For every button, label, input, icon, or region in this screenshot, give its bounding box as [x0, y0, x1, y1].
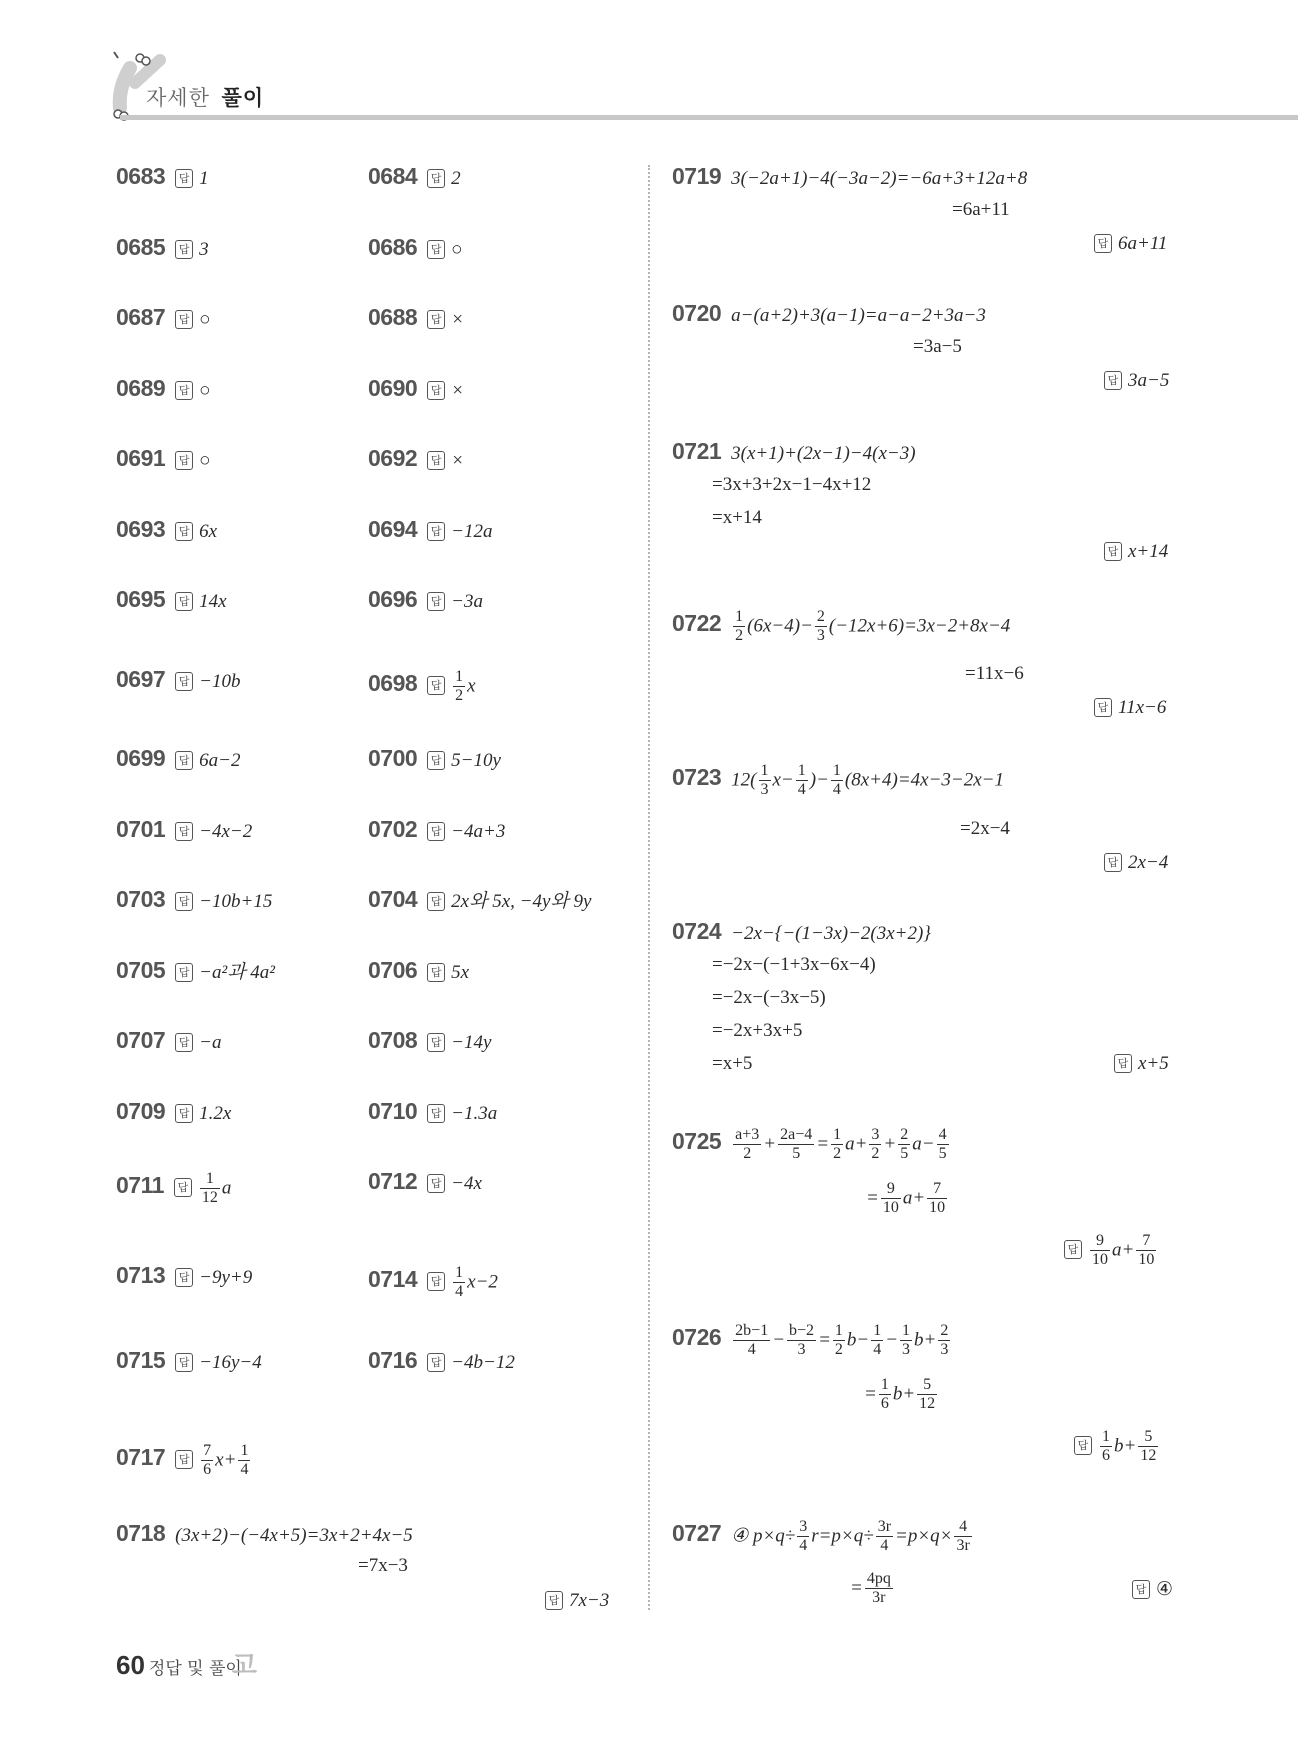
- problem-0691: [116, 447, 211, 470]
- problem-0706: [368, 959, 469, 982]
- problem-number: 0693: [116, 516, 166, 542]
- problem-number: 0685: [116, 234, 166, 260]
- answer-mark-icon: 답: [427, 751, 445, 770]
- answer-0721: 답 x+14: [1104, 541, 1168, 563]
- page-footer: [116, 1645, 257, 1682]
- solution-line-1: −2x−{−(1−3x)−2(3x+2)}: [731, 923, 931, 944]
- answer-value: 5x: [451, 962, 470, 983]
- fraction: $\frac{1}{2}$: [735, 608, 744, 645]
- problem-0714: [368, 1264, 498, 1302]
- fraction: $\frac{4pq}{3r}$: [866, 1570, 891, 1607]
- problem-0692: [368, 447, 464, 470]
- answer-mark-icon: 답: [427, 381, 445, 400]
- problem-number: 0707: [116, 1027, 166, 1053]
- problem-0727: 0727 ④ p×q÷ $\frac{3}{4}$ r=p×q÷ $\frac{3r}{4}$ =p×q× $\frac{4}{3r}$: [672, 1518, 970, 1555]
- answer-mark-icon: 답: [1094, 234, 1112, 253]
- problem-number: 0694: [368, 516, 418, 542]
- problem-number: 0698: [368, 670, 418, 697]
- fraction: $\frac{2a-4}{5}$: [780, 1126, 813, 1163]
- problem-0683: [116, 165, 209, 188]
- problem-number: 0697: [116, 666, 166, 692]
- answer-value: −12a: [451, 521, 493, 542]
- problem-number: 0727: [672, 1520, 722, 1547]
- header-title-a: 자세한: [146, 86, 210, 110]
- solution-line-4: =−2x+3x+5: [712, 1020, 803, 1041]
- answer-mark-icon: 답: [175, 1353, 193, 1372]
- fraction: $\frac{a+3}{2}$: [735, 1126, 760, 1163]
- column-divider: [648, 165, 650, 1610]
- page-number: 60: [116, 1650, 145, 1680]
- fraction: $\frac{1}{6}$: [1102, 1428, 1110, 1465]
- solution-line-2: = $\frac{4pq}{3r}$: [850, 1570, 891, 1607]
- problem-0695: [116, 588, 227, 611]
- answer-0724: 답 x+5: [1114, 1053, 1169, 1075]
- problem-number: 0709: [116, 1098, 166, 1124]
- problem-0701: [116, 818, 252, 841]
- fraction: $\frac{1}{12}$: [201, 1170, 218, 1207]
- answer-mark-icon: 답: [174, 1178, 192, 1197]
- solution-line-2: =11x−6: [965, 663, 1024, 684]
- fraction: $\frac{1}{4}$: [797, 762, 806, 799]
- answer-value: 1.2x: [199, 1103, 232, 1124]
- fraction: $\frac{4}{5}$: [938, 1126, 947, 1163]
- answer-mark-icon: 답: [1064, 1240, 1082, 1259]
- solution-line-3: =x+14: [712, 507, 762, 528]
- answer-value: ×: [451, 450, 464, 471]
- answer-0722: 답 11x−6: [1094, 697, 1166, 719]
- answer-mark-icon: 답: [427, 240, 445, 259]
- answer-mark-icon: 답: [427, 169, 445, 188]
- answer-value: −a: [199, 1032, 222, 1053]
- solution-line-2: =−2x−(−1+3x−6x−4): [712, 954, 876, 975]
- fraction: $\frac{9}{10}$: [882, 1180, 899, 1217]
- problem-number: 0700: [368, 745, 418, 771]
- answer-0726: 답 $\frac{1}{6}$ b+ $\frac{5}{12}$: [1074, 1428, 1160, 1466]
- problem-0686: [368, 236, 463, 259]
- solution-line-2: = $\frac{9}{10}$ a+ $\frac{7}{10}$: [866, 1180, 946, 1217]
- solution-line-1: 3(x+1)+(2x−1)−4(x−3): [731, 443, 916, 464]
- solution-line-2: = $\frac{1}{6}$ b+ $\frac{5}{12}$: [864, 1376, 936, 1413]
- problem-0719: [672, 165, 1027, 188]
- answer-0723: 답 2x−4: [1104, 852, 1168, 874]
- answer-value: x: [467, 675, 476, 697]
- answer-mark-icon: 답: [175, 892, 193, 911]
- problem-0708: [368, 1029, 491, 1052]
- problem-number: 0684: [368, 163, 418, 189]
- fraction: $\frac{5}{12}$: [1140, 1428, 1157, 1465]
- problem-number: 0692: [368, 445, 418, 471]
- answer-value: a: [221, 1177, 232, 1199]
- header-title-b: 풀이: [221, 86, 265, 110]
- answer-mark-icon: 답: [175, 381, 193, 400]
- answer-mark-icon: 답: [427, 963, 445, 982]
- answer-value: 6x: [199, 521, 218, 542]
- problem-0717: [116, 1442, 252, 1480]
- problem-number: 0683: [116, 163, 166, 189]
- answer-mark-icon: 답: [1104, 542, 1122, 561]
- fraction: $\frac{1}{2}$: [834, 1322, 843, 1359]
- fraction: $\frac{9}{10}$: [1092, 1232, 1108, 1269]
- problem-0703: [116, 888, 272, 911]
- answer-value: ○: [199, 450, 211, 471]
- fraction: $\frac{3}{4}$: [799, 1518, 808, 1555]
- answer-value: −16y−4: [199, 1352, 262, 1373]
- problem-number: 0686: [368, 234, 418, 260]
- answer-mark-icon: 답: [175, 1450, 193, 1469]
- fraction: $\frac{1}{4}$: [240, 1442, 249, 1479]
- problem-0704: [368, 888, 591, 911]
- problem-number: 0715: [116, 1347, 166, 1373]
- answer-mark-icon: 답: [175, 169, 193, 188]
- answer-mark-icon: 답: [427, 676, 445, 695]
- problem-number: 0720: [672, 300, 722, 326]
- problem-number: 0708: [368, 1027, 418, 1053]
- answer-mark-icon: 답: [175, 1268, 193, 1287]
- problem-number: 0719: [672, 163, 722, 189]
- answer-value: 5−10y: [451, 750, 501, 771]
- header-rule: [120, 115, 1298, 120]
- problem-number: 0701: [116, 816, 166, 842]
- answer-mark-icon: 답: [175, 1104, 193, 1123]
- solution-line-1: a−(a+2)+3(a−1)=a−a−2+3a−3: [731, 305, 986, 326]
- problem-number: 0703: [116, 886, 166, 912]
- problem-number: 0704: [368, 886, 418, 912]
- answer-value: −4b−12: [451, 1352, 515, 1373]
- answer-value: x−2: [467, 1271, 498, 1293]
- answer-value: ○: [451, 239, 463, 260]
- answer-mark-icon: 답: [175, 822, 193, 841]
- answer-value: ○: [199, 309, 211, 330]
- answer-0720: 답 3a−5: [1104, 370, 1169, 392]
- problem-0715: [116, 1349, 262, 1372]
- fraction: $\frac{1}{2}$: [833, 1126, 842, 1163]
- problem-number: 0691: [116, 445, 166, 471]
- fraction: $\frac{2}{3}$: [816, 608, 825, 645]
- problem-0716: [368, 1349, 515, 1372]
- problem-0711: [116, 1170, 231, 1208]
- problem-0688: [368, 306, 464, 329]
- problem-number: 0718: [116, 1520, 166, 1546]
- answer-mark-icon: 답: [427, 522, 445, 541]
- problem-0709: [116, 1100, 231, 1123]
- fraction: $\frac{3}{2}$: [871, 1126, 880, 1163]
- problem-0723: 0723 12( $\frac{1}{3}$ x− $\frac{1}{4}$ )− $\frac{1}{4}$ (8x+4)=4x−3−2x−1: [672, 762, 1004, 799]
- answer-mark-icon: 답: [427, 892, 445, 911]
- header-title: [146, 82, 264, 112]
- solution-line-2: =2x−4: [960, 818, 1010, 839]
- problem-0721: [672, 440, 916, 463]
- problem-0698: [368, 668, 476, 706]
- answer-value: 2x와 5x, −4y와 9y: [451, 891, 592, 912]
- problem-0720: [672, 302, 986, 325]
- problem-0699: [116, 747, 241, 770]
- answer-mark-icon: 답: [175, 1033, 193, 1052]
- answer-mark-icon: 답: [545, 1591, 563, 1610]
- answer-mark-icon: 답: [175, 751, 193, 770]
- answer-0719: 답 6a+11: [1094, 233, 1167, 255]
- answer-value: 3: [199, 239, 209, 260]
- solution-line-3: =−2x−(−3x−5): [712, 987, 826, 1008]
- answer-value: −1.3a: [451, 1103, 498, 1124]
- answer-mark-icon: 답: [1094, 698, 1112, 717]
- fraction: $\frac{1}{6}$: [880, 1376, 889, 1413]
- fraction: $\frac{3r}{4}$: [877, 1518, 892, 1555]
- answer-mark-icon: 답: [427, 822, 445, 841]
- fraction: $\frac{7}{10}$: [1138, 1232, 1155, 1269]
- problem-number: 0702: [368, 816, 418, 842]
- problem-number: 0695: [116, 586, 166, 612]
- answer-value: ×: [451, 380, 464, 401]
- problem-number: 0722: [672, 610, 722, 637]
- answer-mark-icon: 답: [427, 1174, 445, 1193]
- answer-value: 6a−2: [199, 750, 241, 771]
- problem-0700: [368, 747, 501, 770]
- answer-mark-icon: 답: [1132, 1580, 1150, 1599]
- answer-mark-icon: 답: [1114, 1054, 1132, 1073]
- fraction: $\frac{1}{4}$: [873, 1322, 882, 1359]
- answer-mark-icon: 답: [1104, 853, 1122, 872]
- problem-number: 0723: [672, 764, 722, 791]
- answer-mark-icon: 답: [175, 240, 193, 259]
- problem-number: 0724: [672, 918, 722, 944]
- answer-value: 2: [451, 168, 461, 189]
- fraction: $\frac{1}{2}$: [455, 668, 464, 705]
- answer-mark-icon: 답: [1074, 1436, 1092, 1455]
- fraction: $\frac{1}{3}$: [760, 762, 769, 799]
- problem-0685: [116, 236, 209, 259]
- answer-value: −4x−2: [199, 821, 253, 842]
- problem-0697: [116, 668, 241, 691]
- problem-number: 0687: [116, 304, 166, 330]
- answer-value: −14y: [451, 1032, 492, 1053]
- solution-line-2: =7x−3: [358, 1555, 408, 1576]
- solution-line-1: (3x+2)−(−4x+5)=3x+2+4x−5: [175, 1525, 413, 1546]
- problem-number: 0714: [368, 1266, 418, 1293]
- problem-0707: [116, 1029, 222, 1052]
- problem-number: 0706: [368, 957, 418, 983]
- problem-number: 0717: [116, 1444, 166, 1471]
- problem-0694: [368, 518, 493, 541]
- answer-value: ×: [451, 309, 464, 330]
- problem-0687: [116, 306, 211, 329]
- problem-number: 0690: [368, 375, 418, 401]
- problem-0705: [116, 959, 275, 982]
- answer-mark-icon: 답: [427, 1033, 445, 1052]
- answer-mark-icon: 답: [427, 1104, 445, 1123]
- problem-number: 0725: [672, 1128, 722, 1155]
- solution-line-2: =3x+3+2x−1−4x+12: [712, 474, 872, 495]
- problem-number: 0688: [368, 304, 418, 330]
- answer-value: −9y+9: [199, 1267, 253, 1288]
- answer-0725: 답 $\frac{9}{10}$ a+ $\frac{7}{10}$: [1064, 1232, 1158, 1270]
- answer-mark-icon: 답: [175, 963, 193, 982]
- expr: x+: [215, 1449, 237, 1471]
- footer-text: 정답 및 풀이: [148, 1659, 242, 1679]
- solution-line-1: 3(−2a+1)−4(−3a−2)=−6a+3+12a+8: [731, 168, 1028, 189]
- problem-number: 0726: [672, 1324, 722, 1351]
- problem-number: 0713: [116, 1262, 166, 1288]
- problem-number: 0696: [368, 586, 418, 612]
- problem-number: 0711: [116, 1172, 164, 1199]
- answer-0727: 답 ④: [1132, 1580, 1173, 1599]
- problem-number: 0716: [368, 1347, 418, 1373]
- solution-line-2: =3a−5: [913, 336, 962, 357]
- answer-value: −4a+3: [451, 821, 506, 842]
- problem-number: 0710: [368, 1098, 418, 1124]
- fraction: $\frac{7}{10}$: [929, 1180, 946, 1217]
- problem-number: 0721: [672, 438, 722, 464]
- answer-0718: 답 7x−3: [545, 1590, 609, 1612]
- fraction: $\frac{2}{3}$: [940, 1322, 949, 1359]
- solution-line-2: =6a+11: [952, 199, 1010, 220]
- problem-0725: 0725 $\frac{a+3}{2}$ + $\frac{2a-4}{5}$ = $\frac{1}{2}$ a+ $\frac{3}{2}$ + $\frac{2}{5}$ a− $\frac{4}{5}$: [672, 1126, 947, 1163]
- problem-number: 0689: [116, 375, 166, 401]
- answer-value: −4x: [451, 1173, 482, 1194]
- answer-mark-icon: 답: [175, 310, 193, 329]
- answer-mark-icon: 답: [175, 592, 193, 611]
- problem-0718: [116, 1522, 413, 1545]
- fraction: $\frac{b-2}{3}$: [789, 1322, 815, 1359]
- answer-mark-icon: 답: [427, 1272, 445, 1291]
- answer-mark-icon: 답: [427, 1353, 445, 1372]
- problem-0712: [368, 1170, 482, 1193]
- answer-mark-icon: 답: [427, 310, 445, 329]
- problem-0696: [368, 588, 483, 611]
- fraction: $\frac{5}{12}$: [919, 1376, 936, 1413]
- problem-0724: [672, 920, 931, 943]
- answer-mark-icon: 답: [427, 451, 445, 470]
- answer-value: 1: [199, 168, 209, 189]
- problem-number: 0699: [116, 745, 166, 771]
- answer-mark-icon: 답: [175, 451, 193, 470]
- answer-mark-icon: 답: [1104, 371, 1122, 390]
- fraction: $\frac{1}{3}$: [902, 1322, 911, 1359]
- fraction: $\frac{7}{6}$: [203, 1442, 212, 1479]
- answer-value: ○: [199, 380, 211, 401]
- solution-line-5: =x+5: [712, 1053, 753, 1074]
- footer-watermark: 고: [231, 1651, 257, 1681]
- fraction: $\frac{1}{4}$: [832, 762, 841, 799]
- problem-number: 0705: [116, 957, 166, 983]
- answer-value: −3a: [451, 591, 483, 612]
- fraction: $\frac{4}{3r}$: [956, 1518, 970, 1555]
- problem-0722: 0722 $\frac{1}{2}$ (6x−4)− $\frac{2}{3}$ (−12x+6)=3x−2+8x−4: [672, 608, 1011, 645]
- answer-mark-icon: 답: [427, 592, 445, 611]
- problem-0702: [368, 818, 505, 841]
- problem-0693: [116, 518, 217, 541]
- problem-0684: [368, 165, 461, 188]
- fraction: $\frac{2b-1}{4}$: [735, 1322, 769, 1359]
- answer-mark-icon: 답: [175, 672, 193, 691]
- problem-0710: [368, 1100, 497, 1123]
- problem-0689: [116, 377, 211, 400]
- problem-0726: 0726 $\frac{2b-1}{4}$ − $\frac{b-2}{3}$ = $\frac{1}{2}$ b− $\frac{1}{4}$ − $\frac{1}{3}$ b+ $\frac{2}{3}$: [672, 1322, 949, 1359]
- problem-number: 0712: [368, 1168, 418, 1194]
- answer-value: 14x: [199, 591, 227, 612]
- problem-0713: [116, 1264, 252, 1287]
- fraction: $\frac{2}{5}$: [900, 1126, 909, 1163]
- problem-0690: [368, 377, 464, 400]
- fraction: $\frac{1}{4}$: [455, 1264, 464, 1301]
- answer-value: −10b+15: [199, 891, 273, 912]
- answer-value: −a²과 4a²: [199, 962, 275, 983]
- answer-mark-icon: 답: [175, 522, 193, 541]
- answer-value: −10b: [199, 671, 241, 692]
